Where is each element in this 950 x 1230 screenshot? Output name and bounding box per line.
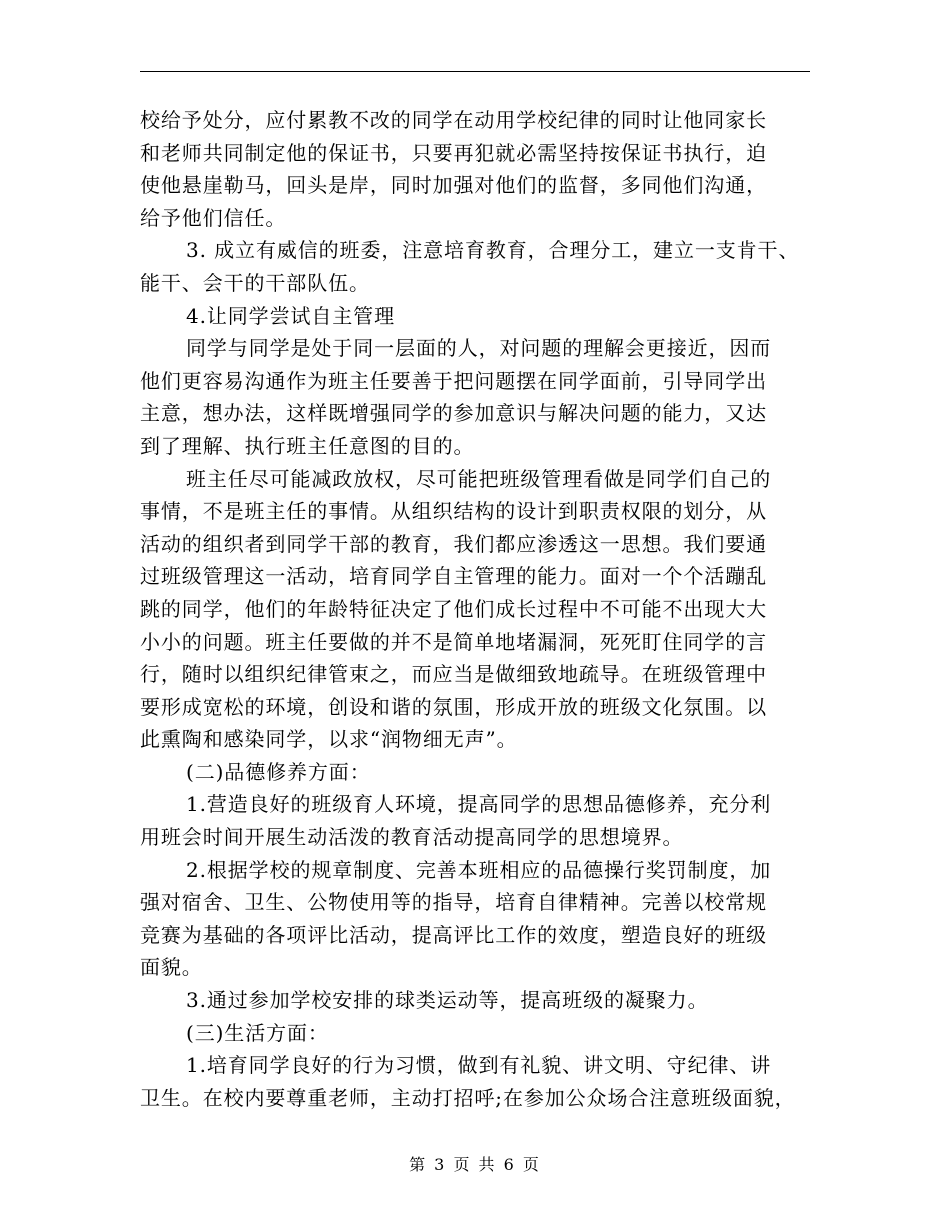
- text-line: 3. 成立有威信的班委，注意培育教育，合理分工，建立一支肯干、: [186, 238, 800, 263]
- text-line: 要形成宽松的环境，创设和谐的氛围，形成开放的班级文化氛围。以: [140, 694, 767, 719]
- text-line: (二)品德修养方面：: [186, 759, 371, 784]
- text-line: 此熏陶和感染同学，以求“润物细无声”。: [140, 727, 518, 752]
- text-line: 同学与同学是处于同一层面的人，对问题的理解会更接近，因而: [186, 336, 772, 361]
- text-line: 到了理解、执行班主任意图的目的。: [140, 433, 475, 458]
- text-line: 2.根据学校的规章制度、完善本班相应的品德操行奖罚制度，加: [186, 857, 772, 882]
- text-line: 3.通过参加学校安排的球类运动等，提高班级的凝聚力。: [186, 988, 709, 1013]
- text-line: 他们更容易沟通作为班主任要善于把问题摆在同学面前，引导同学出: [140, 368, 767, 393]
- text-line: 过班级管理这一活动，培育同学自主管理的能力。面对一个个活蹦乱: [140, 564, 767, 589]
- header-rule: [140, 71, 810, 72]
- text-line: 能干、会干的干部队伍。: [140, 270, 370, 295]
- text-line: 面貌。: [140, 955, 203, 980]
- text-line: 校给予处分，应付累教不改的同学在动用学校纪律的同时让他同家长: [140, 108, 767, 132]
- text-line: 强对宿舍、卫生、公物使用等的指导，培育自律精神。完善以校常规: [140, 890, 767, 915]
- text-line: 主意，想办法，这样既增强同学的参加意识与解决问题的能力，又达: [140, 401, 767, 426]
- text-line: (三)生活方面：: [186, 1020, 329, 1045]
- text-line: 1.营造良好的班级育人环境，提高同学的思想品德修养，充分利: [186, 792, 772, 817]
- text-line: 小小的问题。班主任要做的并不是简单地堵漏洞，死死盯住同学的言: [140, 629, 767, 654]
- text-line: 竞赛为基础的各项评比活动，提高评比工作的效度，塑造良好的班级: [140, 922, 767, 947]
- text-line: 班主任尽可能减政放权，尽可能把班级管理看做是同学们自己的: [186, 466, 772, 491]
- text-line: 活动的组织者到同学干部的教育，我们都应渗透这一思想。我们要通: [140, 531, 767, 556]
- document-body: [140, 104, 830, 1114]
- text-line: 4.让同学尝试自主管理: [186, 303, 395, 328]
- text-line: 行，随时以组织纪律管束之，而应当是做细致地疏导。在班级管理中: [140, 662, 767, 687]
- text-line: 1.培育同学良好的行为习惯，做到有礼貌、讲文明、守纪律、讲: [186, 1053, 772, 1078]
- text-line: 跳的同学，他们的年龄特征决定了他们成长过程中不可能不出现大大: [140, 596, 767, 621]
- text-line: 和老师共同制定他的保证书，只要再犯就必需坚持按保证书执行，迫: [140, 140, 767, 165]
- text-line: 卫生。在校内要尊重老师，主动打招呼;在参加公众场合注意班级面貌，: [140, 1085, 796, 1110]
- text-line: 使他悬崖勒马，回头是岸，同时加强对他们的监督，多同他们沟通，: [140, 173, 767, 198]
- text-line: 事情，不是班主任的事情。从组织结构的设计到职责权限的划分，从: [140, 499, 767, 524]
- text-line: 用班会时间开展生动活泼的教育活动提高同学的思想境界。: [140, 825, 684, 850]
- page-footer: 第 3 页 共 6 页: [409, 1155, 541, 1174]
- text-line: 给予他们信任。: [140, 205, 287, 230]
